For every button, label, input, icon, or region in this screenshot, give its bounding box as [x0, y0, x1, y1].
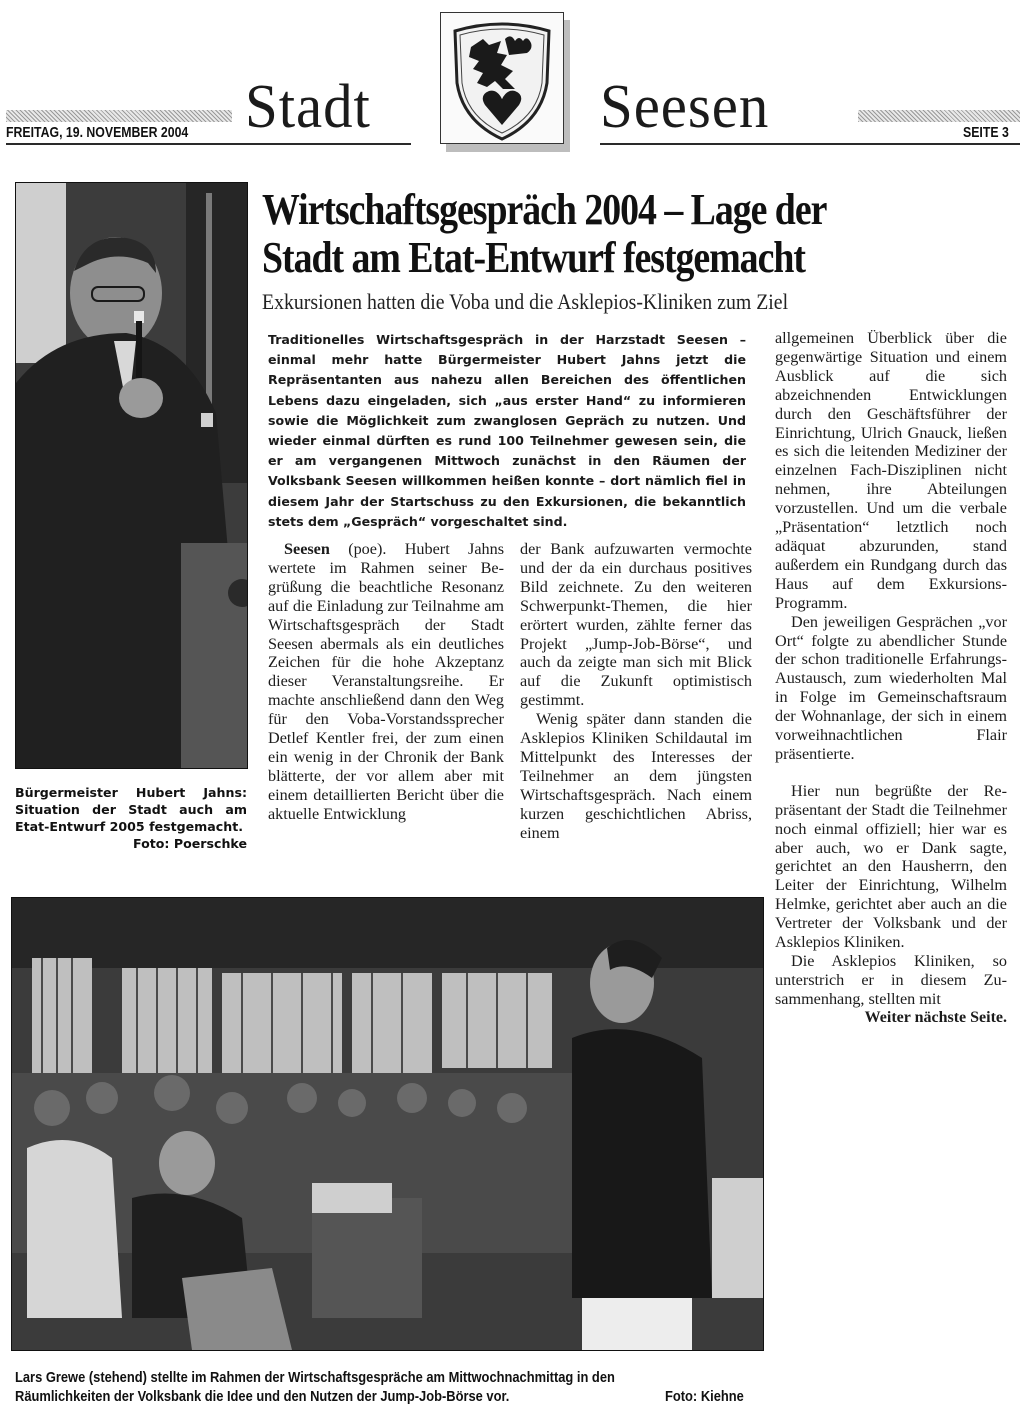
article-headline-line2: Stadt am Etat-Entwurf festgemacht	[262, 233, 805, 282]
portrait-caption	[15, 784, 247, 852]
portrait-caption-text: Bürgermeister Hubert Jahns: Situation der Stadt auch am Etat-Entwurf 2005 festgemacht.	[15, 785, 247, 834]
article-col2-p1: der Bank aufzuwarten vermochte und der da ein durchaus positives Bild zeichnete. Zu den weiteren Schwerpunkt-Themen, die hier erörtert wurden, zählte ferner das Projekt „Jump-Job-Börse“, und auch da zeigte man sich mit Blick auf die Zukunft optimistisch gestimmt.	[520, 540, 752, 710]
audience-caption-line1: Lars Grewe (stehend) stellte im Rahmen der Wirtschaftsgespräche am Mittwochnachmittag in den	[15, 1369, 615, 1386]
article-lead	[268, 330, 746, 532]
article-lead-text: Traditionelles Wirtschaftsgespräch in der Harzstadt Seesen – einmal mehr hatte Bürgermeister Hubert Jahns jetzt die Repräsentanten aus nahezu allen Bereichen des öffentlichen Lebens dazu eingeladen, sich „aus erster Hand“ zu informieren sowie die Möglichkeit zum zwanglosen Gepräch zu nutzen. Und wieder einmal dürften es rund 100 Teilnehmer gewesen sein, die er am vergangenen Mittwoch zunächst in den Räumen der Volksbank Seesen willkommen heißen konnte – dort nämlich fiel in diesem Jahr der Startschuss zu den Exkursionen, die bekanntlich stets dem „Gespräch“ vorgeschaltet sind.	[268, 332, 746, 529]
portrait-photo-credit: Foto: Poerschke	[133, 836, 247, 851]
article-dateline: Seesen	[284, 540, 330, 558]
article-column-3	[775, 329, 1007, 1028]
masthead-hatch-right	[858, 110, 1020, 122]
portrait-photo-art	[16, 183, 247, 768]
article-column-2	[520, 540, 752, 843]
masthead-rule-right	[600, 143, 1020, 145]
audience-photo	[11, 897, 764, 1351]
audience-photo-credit: Foto: Kiehne	[665, 1388, 744, 1405]
page-number: SEITE 3	[963, 124, 1009, 141]
portrait-photo	[15, 182, 248, 769]
article-col2-p2: Wenig später dann standen die Asklepios Kliniken Schildautal im Mittelpunkt des Interesses der Teilnehmer an dem jüngsten Wirtschaftsgespräch. Nach einem kurzen geschichtlichen Abriss, einem	[520, 710, 752, 842]
article-col3-p1: allgemeinen Überblick über die gegenwärtige Situation und einem Ausblick auf die sich abzeichnenden Entwicklungen durch den Geschäftsführer der Einrichtung, Ulrich Gnauck, ließen es sich die leitenden Mediziner der einzelnen Fach-Disziplinen nicht nehmen, ihre Abteilungen vorzustellen. Und um die verbale „Präsentation“ letztlich noch adäquat abzurunden, stand außerdem ein Rundgang durch das Haus auf dem Exkursions-Programm.	[775, 329, 1007, 612]
issue-date: FREITAG, 19. NOVEMBER 2004	[6, 124, 189, 141]
masthead-word-stadt: Stadt	[245, 73, 371, 141]
coat-of-arms-icon	[441, 13, 563, 143]
article-col3-p4: Die Asklepios Kliniken, so unterstrich er in diesem Zusammenhang, stellten mit	[775, 952, 1007, 1008]
audience-photo-art	[12, 898, 763, 1350]
article-col1-text: (poe). Hubert Jahns wertete im Rahmen seiner Begrüßung die beachtliche Resonanz auf die Einladung zur Teilnahme am Wirtschaftsgespräch der Stadt Seesen abermals als ein deutliches Zeichen für die hohe Akzeptanz dieser Veranstaltungsreihe. Er machte anschließend dann den Weg für den Voba-Vorstandssprecher Detlef Kentler frei, der zum einen ein wenig in der Chronik der Bank blätterte, der vor allem aber mit einem detaillierten Bericht über die aktuelle Entwicklung	[268, 540, 504, 823]
article-subheadline: Exkursionen hatten die Voba und die Asklepios-Kliniken zum Ziel	[262, 289, 789, 314]
article-col3-p2: Den jeweiligen Gesprächen „vor Ort“ folgte zu abendlicher Stunde der schon traditionelle Erfahrungs-Austausch, zum wiederholten Mal in Folge im Gemeinschaftsraum der Wohnanlage, der sich in einem vorweihnachtlichen Flair präsentierte.	[775, 612, 1007, 763]
masthead-hatch-left	[6, 110, 232, 122]
article-col3-p3: Hier nun begrüßte der Repräsentant der Stadt die Teilnehmer noch einmal offiziell; hier war es aber auch, wo er Dank sagte, gerichtet an den Hausherrn, den Leiter der Einrichtung, Wilhelm Helmke, gerichtet aber auch an die Vertreter der Volksbank und der Asklepios Kliniken.	[775, 781, 1007, 952]
continued-next-page: Weiter nächste Seite.	[864, 1008, 1007, 1026]
article-column-1	[268, 540, 504, 824]
masthead-word-seesen: Seesen	[600, 73, 770, 141]
masthead-rule-left	[6, 143, 411, 145]
crest-frame	[440, 12, 564, 144]
audience-caption-line2: Räumlichkeiten der Volksbank die Idee und den Nutzen der Jump-Job-Börse vor.	[15, 1388, 510, 1405]
article-headline-line1: Wirtschaftsgespräch 2004 – Lage der	[262, 185, 827, 234]
